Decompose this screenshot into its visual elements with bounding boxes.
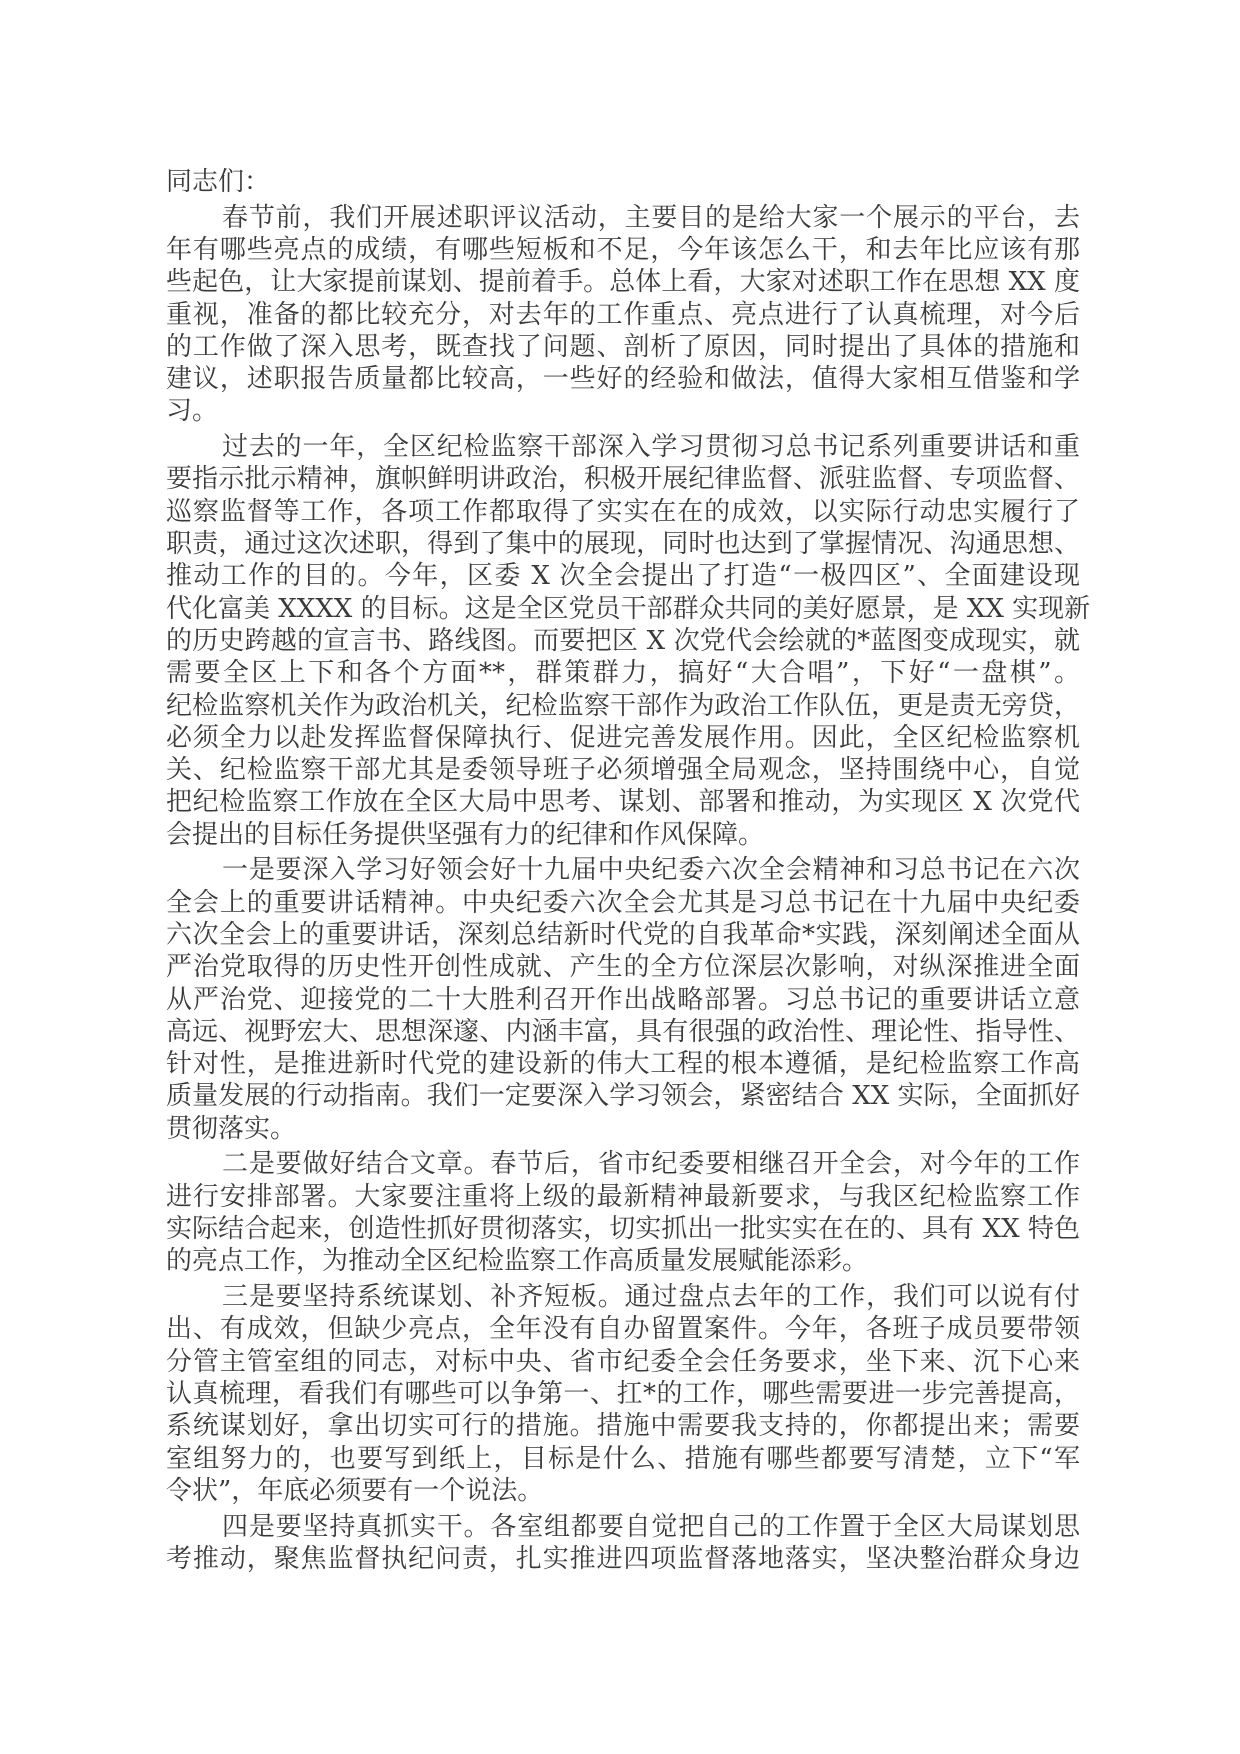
text-line: 推动工作的目的。今年，区委 X 次全会提出了打造“一极四区”、全面建设现 (166, 561, 1080, 592)
text-line: 实际结合起来，创造性抓好贯彻落实，切实抓出一批实实在在的、具有 XX 特色 (166, 1214, 1080, 1245)
text-line: 的亮点工作，为推动全区纪检监察工作高质量发展赋能添彩。 (166, 1246, 869, 1277)
text-line: 令状”，年底必须要有一个说法。 (166, 1475, 544, 1506)
text-line: 六次全会上的重要讲话，深刻总结新时代党的自我革命*实践，深刻阐述全面从 (166, 920, 1080, 950)
text-line: 巡察监督等工作，各项工作都取得了实实在在的成效，以实际行动忠实履行了 (166, 496, 1080, 527)
text-line: 春节前，我们开展述职评议活动，主要目的是给大家一个展示的平台，去 (222, 202, 1080, 233)
paragraph (166, 431, 1091, 851)
salutation-paragraph (166, 166, 1080, 198)
text-line: 些起色，让大家提前谋划、提前着手。总体上看，大家对述职工作在思想 XX 度 (166, 267, 1080, 298)
text-line: 从严治党、迎接党的二十大胜利召开作出战略部署。习总书记的重要讲话立意 (166, 984, 1080, 1015)
text-line: 室组努力的，也要写到纸上，目标是什么、措施有哪些都要写清楚，立下“军 (166, 1443, 1080, 1474)
text-line: 三是要坚持系统谋划、补齐短板。通过盘点去年的工作，我们可以说有付 (222, 1282, 1080, 1313)
text-line: 认真梳理，看我们有哪些可以争第一、扛*的工作，哪些需要进一步完善提高， (166, 1378, 1080, 1409)
paragraph (166, 1511, 1080, 1576)
paragraph (166, 202, 1080, 428)
text-line: 年有哪些亮点的成绩，有哪些短板和不足，今年该怎么干，和去年比应该有那 (166, 234, 1080, 265)
text-line: 重视，准备的都比较充分，对去年的工作重点、亮点进行了认真梳理，对今后 (166, 299, 1080, 330)
paragraph (166, 854, 1080, 1145)
text-line: 的工作做了深入思考，既查找了问题、剖析了原因，同时提出了具体的措施和 (166, 331, 1080, 362)
text-line: 全会上的重要讲话精神。中央纪委六次全会尤其是习总书记在十九届中央纪委 (166, 887, 1080, 918)
text-line: 二是要做好结合文章。春节后，省市纪委要相继召开全会，对今年的工作 (222, 1149, 1080, 1180)
document-page (166, 166, 1091, 1579)
text-line: 系统谋划好，拿出切实可行的措施。措施中需要我支持的，你都提出来；需要 (166, 1411, 1080, 1442)
text-line: 一是要深入学习好领会好十九届中央纪委六次全会精神和习总书记在六次 (222, 855, 1080, 886)
text-line: 纪检监察机关作为政治机关，纪检监察干部作为政治工作队伍，更是责无旁贷， (166, 690, 1080, 721)
text-line: 职责，通过这次述职，得到了集中的展现，同时也达到了掌握情况、沟通思想、 (166, 529, 1080, 560)
paragraph (166, 1148, 1080, 1277)
text-line: 高远、视野宏大、思想深邃、内涵丰富，具有很强的政治性、理论性、指导性、 (166, 1016, 1080, 1047)
text-line: 质量发展的行动指南。我们一定要深入学习领会，紧密结合 XX 实际，全面抓好 (166, 1081, 1080, 1112)
text-line: 分管主管室组的同志，对标中央、省市纪委全会任务要求，坐下来、沉下心来 (166, 1346, 1080, 1377)
paragraph (166, 1281, 1080, 1507)
text-line: 针对性，是推进新时代党的建设新的伟大工程的根本遵循，是纪检监察工作高 (166, 1049, 1080, 1080)
text-line: 要指示批示精神，旗帜鲜明讲政治，积极开展纪律监督、派驻监督、专项监督、 (166, 464, 1080, 495)
text-line: 关、纪检监察干部尤其是委领导班子必须增强全局观念，坚持围绕中心，自觉 (166, 755, 1080, 786)
text-line: 过去的一年，全区纪检监察干部深入学习贯彻习总书记系列重要讲话和重 (222, 432, 1080, 463)
text-line: 出、有成效，但缺少亮点，全年没有自办留置案件。今年，各班子成员要带领 (166, 1314, 1080, 1345)
text-line: 习。 (166, 396, 219, 427)
text-line: 把纪检监察工作放在全区大局中思考、谋划、部署和推动，为实现区 X 次党代 (166, 787, 1080, 818)
text-line: 贯彻落实。 (166, 1113, 297, 1144)
text-line: 建议，述职报告质量都比较高，一些好的经验和做法，值得大家相互借鉴和学 (166, 364, 1080, 395)
text-line: 会提出的目标任务提供坚强有力的纪律和作风保障。 (166, 819, 765, 850)
document-body (166, 202, 1091, 1575)
text-line: 的历史跨越的宣言书、路线图。而要把区 X 次党代会绘就的*蓝图变成现实，就 (166, 625, 1080, 656)
text-line: 需要全区上下和各个方面**，群策群力，搞好“大合唱”，下好“一盘棋”。 (166, 658, 1080, 689)
text-line: 四是要坚持真抓实干。各室组都要自觉把自己的工作置于全区大局谋划思 (222, 1511, 1080, 1542)
text-line: 代化富美 XXXX 的目标。这是全区党员干部群众共同的美好愿景，是 XX 实现新 (166, 593, 1091, 624)
text-line: 进行安排部署。大家要注重将上级的最新精神最新要求，与我区纪检监察工作 (166, 1181, 1080, 1212)
text-line: 考推动，聚焦监督执纪问责，扎实推进四项监督落地落实，坚决整治群众身边 (166, 1543, 1080, 1574)
salutation: 同志们： (166, 167, 271, 197)
text-line: 严治党取得的历史性开创性成就、产生的全方位深层次影响，对纵深推进全面 (166, 952, 1080, 983)
text-line: 必须全力以赴发挥监督保障执行、促进完善发展作用。因此，全区纪检监察机 (166, 722, 1080, 753)
